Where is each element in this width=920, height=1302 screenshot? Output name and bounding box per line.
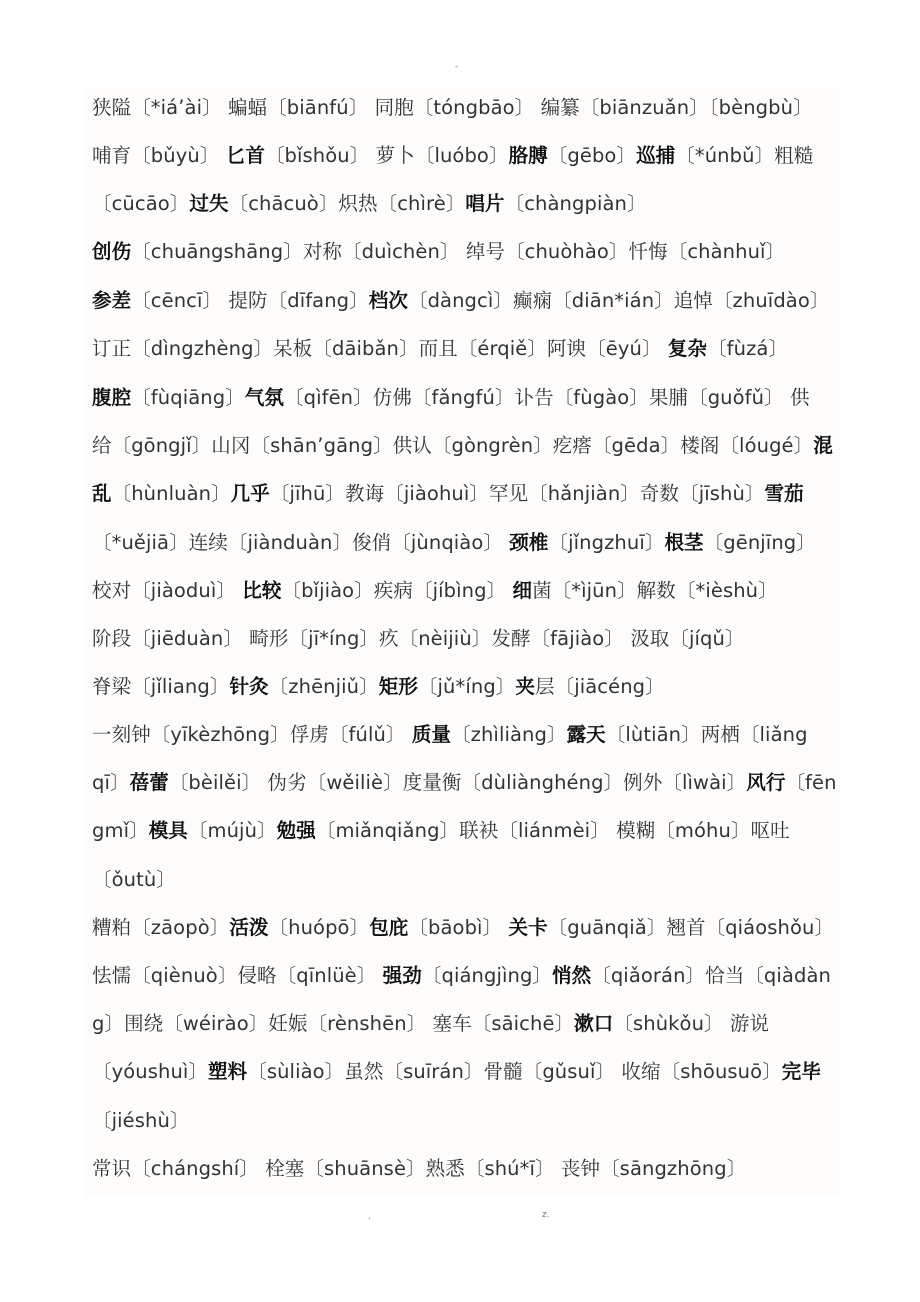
term-text: 脊梁〔jǐliang〕 — [92, 675, 230, 698]
term-text: 〔chàngpiàn〕 — [504, 192, 647, 215]
bold-term: 雪茄 — [764, 482, 804, 505]
term-text: 常识〔chángshí〕 栓塞〔shuānsè〕熟悉〔shú*ī〕 丧钟〔sāngzhōng〕 — [92, 1157, 747, 1180]
term-text: 〔fùzá〕 — [707, 337, 789, 360]
bold-term: 几乎 — [230, 482, 270, 505]
term-text: 狭隘〔*iá’ài〕 蝙蝠〔biānfú〕 同胞〔tóngbāo〕 编纂〔biānzuǎn〕〔bèngbù〕 — [92, 96, 813, 119]
term-text: 〔fēn — [785, 771, 837, 794]
bold-term: 关卡 — [508, 916, 548, 939]
text-line — [92, 378, 852, 418]
term-text: 〔gēbo〕 — [547, 144, 637, 167]
bold-term: 比较 — [242, 579, 282, 602]
bold-term: 复杂 — [667, 337, 708, 360]
term-text: 怯懦〔qiènuò〕侵略〔qīnlüè〕 — [92, 964, 383, 987]
text-line — [92, 956, 852, 996]
bold-term: 匕首 — [225, 144, 265, 167]
term-text: 层〔jiācéng〕 — [535, 675, 665, 698]
term-text: 〔cūcāo〕 — [92, 192, 190, 215]
term-text: 阶段〔jiēduàn〕 畸形〔jī*íng〕疚〔nèijiù〕发酵〔fājiào〕 汲取〔jíqǔ〕 — [92, 627, 745, 650]
text-line — [92, 667, 852, 707]
term-text: 〔gēnjīng〕 — [703, 531, 816, 554]
bold-term: 勉强 — [276, 819, 316, 842]
bold-term: 创伤 — [92, 240, 132, 263]
text-line — [92, 619, 852, 659]
bold-term: 质量 — [411, 723, 452, 746]
term-text: 〔*únbǔ〕粗糙 — [675, 144, 814, 167]
text-line — [92, 474, 852, 514]
term-text: 〔bèilěi〕 伪劣〔wěiliè〕度量衡〔dùliànghéng〕例外〔lìwài〕 — [168, 771, 747, 794]
term-text: 〔shùkǒu〕 游说 — [613, 1012, 770, 1035]
term-text: 〔jiéshù〕 — [92, 1109, 190, 1132]
term-text: 〔lùtiān〕两栖〔liǎng — [605, 723, 808, 746]
footer-dot: . — [368, 1212, 371, 1222]
text-line — [92, 860, 852, 900]
text-line — [92, 763, 852, 803]
term-text: 〔bǐshǒu〕 萝卜〔luóbo〕 — [264, 144, 509, 167]
text-line — [92, 136, 852, 176]
term-text: gmǐ〕 — [92, 819, 149, 842]
text-line — [92, 908, 852, 948]
term-text: 〔guānqiǎ〕翘首〔qiáoshǒu〕 — [547, 916, 835, 939]
bold-term: 完毕 — [781, 1060, 821, 1083]
bold-term: 巡捕 — [636, 144, 676, 167]
term-text: 〔sùliào〕虽然〔suīrán〕骨髓〔gǔsuǐ〕 收缩〔shōusuō〕 — [247, 1060, 782, 1083]
bold-term: 风行 — [746, 771, 786, 794]
header-mark: - — [455, 62, 459, 72]
bold-term: 根茎 — [664, 531, 704, 554]
term-text: 〔jīhū〕教诲〔jiàohuì〕罕见〔hǎnjiàn〕奇数〔jīshù〕 — [269, 482, 765, 505]
bold-term: 参差 — [92, 289, 132, 312]
bold-term: 针灸 — [229, 675, 269, 698]
text-line — [92, 1149, 852, 1189]
text-line — [92, 715, 852, 755]
term-text: 〔bāobì〕 — [408, 916, 509, 939]
text-line — [92, 426, 852, 466]
text-line — [92, 184, 852, 224]
bold-term: 乱 — [92, 482, 112, 505]
text-line — [92, 811, 852, 851]
term-text: 糟粕〔zāopò〕 — [92, 916, 230, 939]
term-text: 〔*uějiā〕连续〔jiànduàn〕俊俏〔jùnqiào〕 — [92, 531, 510, 554]
term-text: 校对〔jiàoduì〕 — [92, 579, 243, 602]
term-text: 〔jǔ*íng〕 — [417, 675, 516, 698]
text-line — [92, 1004, 852, 1044]
term-text: 〔ǒutù〕 — [92, 868, 176, 891]
term-text: 〔dàngcì〕癫痫〔diān*ián〕追悼〔zhuīdào〕 — [407, 289, 830, 312]
bold-term: 悄然 — [552, 964, 592, 987]
bold-term: 强劲 — [382, 964, 422, 987]
bold-term: 档次 — [368, 289, 408, 312]
term-text: 〔chuāngshāng〕对称〔duìchèn〕 绰号〔chuòhào〕忏悔〔chànhuǐ〕 — [131, 240, 786, 263]
bold-term: 气氛 — [244, 386, 285, 409]
text-line — [92, 1101, 852, 1141]
term-text: 〔qìfēn〕仿佛〔fǎngfú〕讣告〔fùgào〕果脯〔guǒfǔ〕 供 — [284, 386, 810, 409]
bold-term: 漱口 — [574, 1012, 614, 1035]
term-text: 菌〔*ìjūn〕解数〔*ièshù〕 — [532, 579, 778, 602]
text-line — [92, 571, 852, 611]
bold-term: 夹 — [515, 675, 536, 698]
bold-term: 腹腔 — [92, 386, 132, 409]
bold-term: 露天 — [566, 723, 606, 746]
term-text: 〔bǐjiào〕疾病〔jíbìng〕 — [281, 579, 513, 602]
bold-term: 细 — [512, 579, 533, 602]
term-text: 给〔gōngjǐ〕山冈〔shān’gāng〕供认〔gòngrèn〕疙瘩〔gēda〕楼阁〔lóugé〕 — [92, 434, 814, 457]
term-text: 〔miǎnqiǎng〕联袂〔liánmèi〕 模糊〔móhu〕呕吐 — [315, 819, 790, 842]
bold-term: 蓓蕾 — [129, 771, 169, 794]
term-text: 〔jǐngzhuī〕 — [548, 531, 665, 554]
text-line — [92, 88, 852, 128]
bold-term: 活泼 — [229, 916, 269, 939]
term-text: 〔mújù〕 — [187, 819, 277, 842]
bold-term: 包庇 — [369, 916, 409, 939]
bold-term: 塑料 — [208, 1060, 248, 1083]
text-line — [92, 329, 852, 369]
bold-term: 颈椎 — [509, 531, 549, 554]
term-text: 一刻钟〔yīkèzhōng〕俘虏〔fúlǔ〕 — [92, 723, 412, 746]
term-text: 〔fùqiāng〕 — [131, 386, 245, 409]
term-text: 〔hùnluàn〕 — [111, 482, 231, 505]
text-line — [92, 232, 852, 272]
bold-term: 过失 — [189, 192, 229, 215]
term-text: 〔zhēnjiǔ〕 — [268, 675, 379, 698]
term-text: g〕围绕〔wéirào〕妊娠〔rènshēn〕 塞车〔sāichē〕 — [92, 1012, 575, 1035]
text-line — [92, 523, 852, 563]
term-text: 〔qiángjìng〕 — [421, 964, 553, 987]
term-text: 〔qiǎorán〕恰当〔qiàdàn — [591, 964, 831, 987]
text-line — [92, 281, 852, 321]
term-text: 哺育〔bǔyù〕 — [92, 144, 226, 167]
bold-term: 胳膊 — [508, 144, 548, 167]
bold-term: 唱片 — [465, 192, 505, 215]
term-text: 订正〔dìngzhèng〕呆板〔dāibǎn〕而且〔érqiě〕阿谀〔ēyú〕 — [92, 337, 668, 360]
term-text: 〔huópō〕 — [268, 916, 370, 939]
text-line — [92, 1052, 852, 1092]
bold-term: 矩形 — [378, 675, 418, 698]
bold-term: 混 — [813, 434, 833, 457]
term-text: qī〕 — [92, 771, 130, 794]
term-text: 〔cēncī〕 提防〔dīfang〕 — [131, 289, 369, 312]
term-text: 〔zhìliàng〕 — [451, 723, 567, 746]
term-text: 〔chācuò〕炽热〔chìrè〕 — [228, 192, 466, 215]
footer-page-mark: z. — [542, 1210, 550, 1220]
bold-term: 模具 — [148, 819, 188, 842]
term-text: 〔yóushuì〕 — [92, 1060, 209, 1083]
